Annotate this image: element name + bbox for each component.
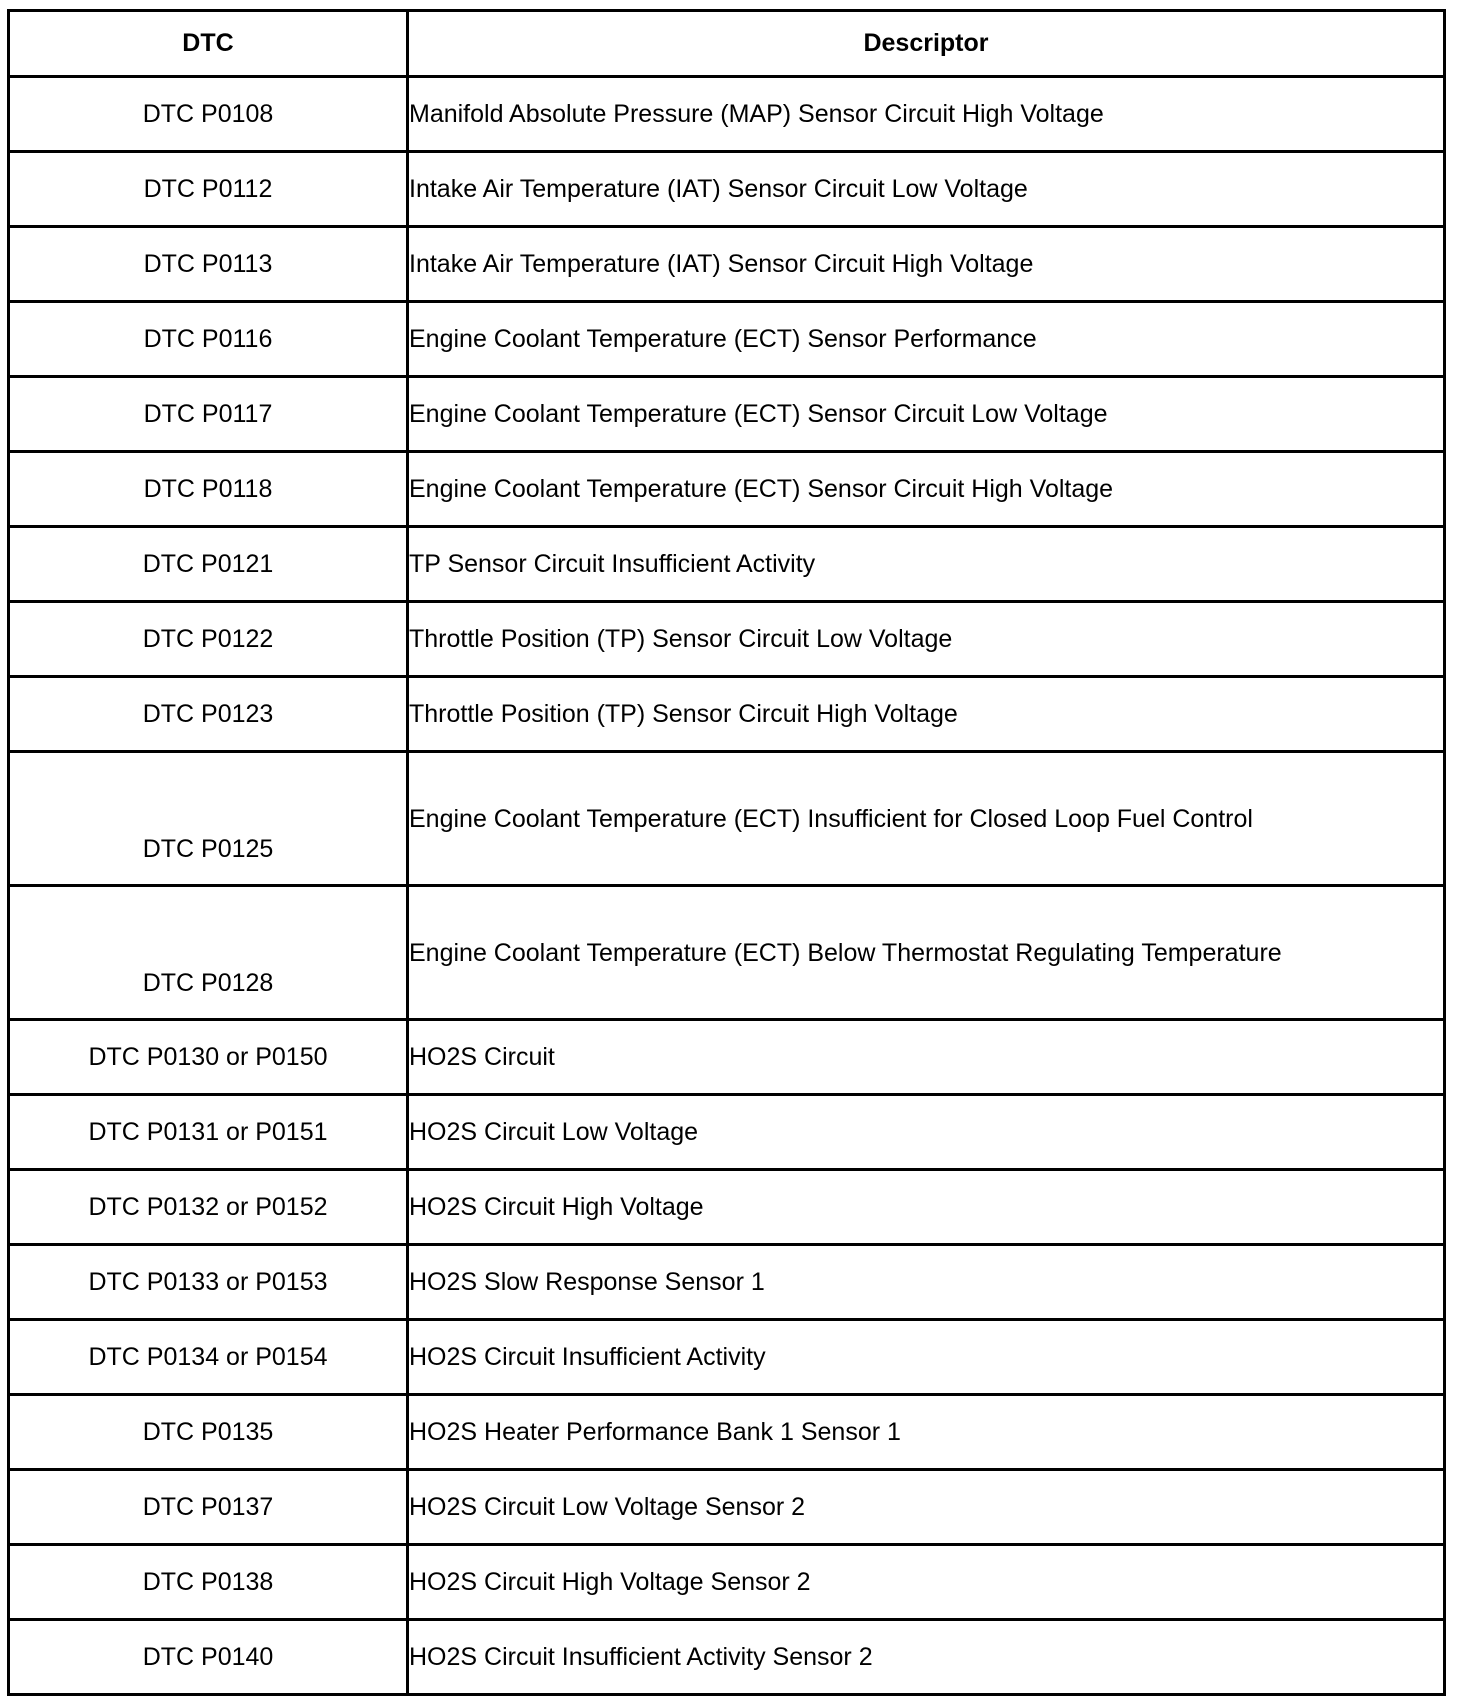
descriptor-cell: HO2S Circuit Low Voltage Sensor 2	[408, 1470, 1445, 1545]
table-row	[9, 227, 1445, 302]
table-row	[9, 527, 1445, 602]
descriptor-cell: Throttle Position (TP) Sensor Circuit Low Voltage	[408, 602, 1445, 677]
dtc-code-cell: DTC P0121	[9, 527, 408, 602]
dtc-code-cell: DTC P0123	[9, 677, 408, 752]
descriptor-cell: HO2S Circuit Insufficient Activity	[408, 1320, 1445, 1395]
table-header	[9, 11, 1445, 77]
descriptor-cell: Intake Air Temperature (IAT) Sensor Circuit Low Voltage	[408, 152, 1445, 227]
table-row	[9, 886, 1445, 1020]
table-row	[9, 1245, 1445, 1320]
descriptor-cell: Engine Coolant Temperature (ECT) Below Thermostat Regulating Temperature	[408, 886, 1445, 1020]
descriptor-cell: Manifold Absolute Pressure (MAP) Sensor Circuit High Voltage	[408, 77, 1445, 152]
dtc-code-cell: DTC P0108	[9, 77, 408, 152]
dtc-code-cell: DTC P0116	[9, 302, 408, 377]
dtc-code-cell: DTC P0138	[9, 1545, 408, 1620]
descriptor-cell: TP Sensor Circuit Insufficient Activity	[408, 527, 1445, 602]
dtc-code-cell: DTC P0112	[9, 152, 408, 227]
descriptor-cell: HO2S Circuit	[408, 1020, 1445, 1095]
column-header-descriptor: Descriptor	[408, 11, 1445, 77]
table-row	[9, 377, 1445, 452]
dtc-code-cell: DTC P0135	[9, 1395, 408, 1470]
descriptor-cell: HO2S Slow Response Sensor 1	[408, 1245, 1445, 1320]
table-row	[9, 1320, 1445, 1395]
descriptor-cell: Engine Coolant Temperature (ECT) Insufficient for Closed Loop Fuel Control	[408, 752, 1445, 886]
dtc-code-cell: DTC P0118	[9, 452, 408, 527]
table-row	[9, 452, 1445, 527]
dtc-code-cell: DTC P0132 or P0152	[9, 1170, 408, 1245]
descriptor-cell: HO2S Circuit High Voltage Sensor 2	[408, 1545, 1445, 1620]
table-row	[9, 302, 1445, 377]
column-header-dtc: DTC	[9, 11, 408, 77]
dtc-code-cell: DTC P0131 or P0151	[9, 1095, 408, 1170]
table-row	[9, 1545, 1445, 1620]
dtc-code-cell: DTC P0128	[9, 886, 408, 1020]
table-row	[9, 1020, 1445, 1095]
dtc-table	[7, 9, 1446, 1696]
table-row	[9, 1620, 1445, 1695]
dtc-code-cell: DTC P0113	[9, 227, 408, 302]
descriptor-cell: HO2S Heater Performance Bank 1 Sensor 1	[408, 1395, 1445, 1470]
dtc-code-cell: DTC P0134 or P0154	[9, 1320, 408, 1395]
table-row	[9, 752, 1445, 886]
dtc-code-cell: DTC P0117	[9, 377, 408, 452]
table-row	[9, 1470, 1445, 1545]
dtc-code-cell: DTC P0122	[9, 602, 408, 677]
dtc-code-cell: DTC P0140	[9, 1620, 408, 1695]
dtc-code-cell: DTC P0130 or P0150	[9, 1020, 408, 1095]
descriptor-cell: HO2S Circuit Low Voltage	[408, 1095, 1445, 1170]
table-row	[9, 1395, 1445, 1470]
descriptor-cell: HO2S Circuit Insufficient Activity Sensor 2	[408, 1620, 1445, 1695]
descriptor-cell: Throttle Position (TP) Sensor Circuit High Voltage	[408, 677, 1445, 752]
table-row	[9, 152, 1445, 227]
dtc-code-cell: DTC P0133 or P0153	[9, 1245, 408, 1320]
table-row	[9, 77, 1445, 152]
dtc-code-cell: DTC P0137	[9, 1470, 408, 1545]
descriptor-cell: Engine Coolant Temperature (ECT) Sensor Circuit High Voltage	[408, 452, 1445, 527]
descriptor-cell: Engine Coolant Temperature (ECT) Sensor Circuit Low Voltage	[408, 377, 1445, 452]
table-row	[9, 1170, 1445, 1245]
table-row	[9, 1095, 1445, 1170]
descriptor-cell: HO2S Circuit High Voltage	[408, 1170, 1445, 1245]
dtc-code-cell: DTC P0125	[9, 752, 408, 886]
descriptor-cell: Engine Coolant Temperature (ECT) Sensor Performance	[408, 302, 1445, 377]
descriptor-cell: Intake Air Temperature (IAT) Sensor Circuit High Voltage	[408, 227, 1445, 302]
table-row	[9, 602, 1445, 677]
table-row	[9, 677, 1445, 752]
table-body	[9, 77, 1445, 1695]
header-row	[9, 11, 1445, 77]
